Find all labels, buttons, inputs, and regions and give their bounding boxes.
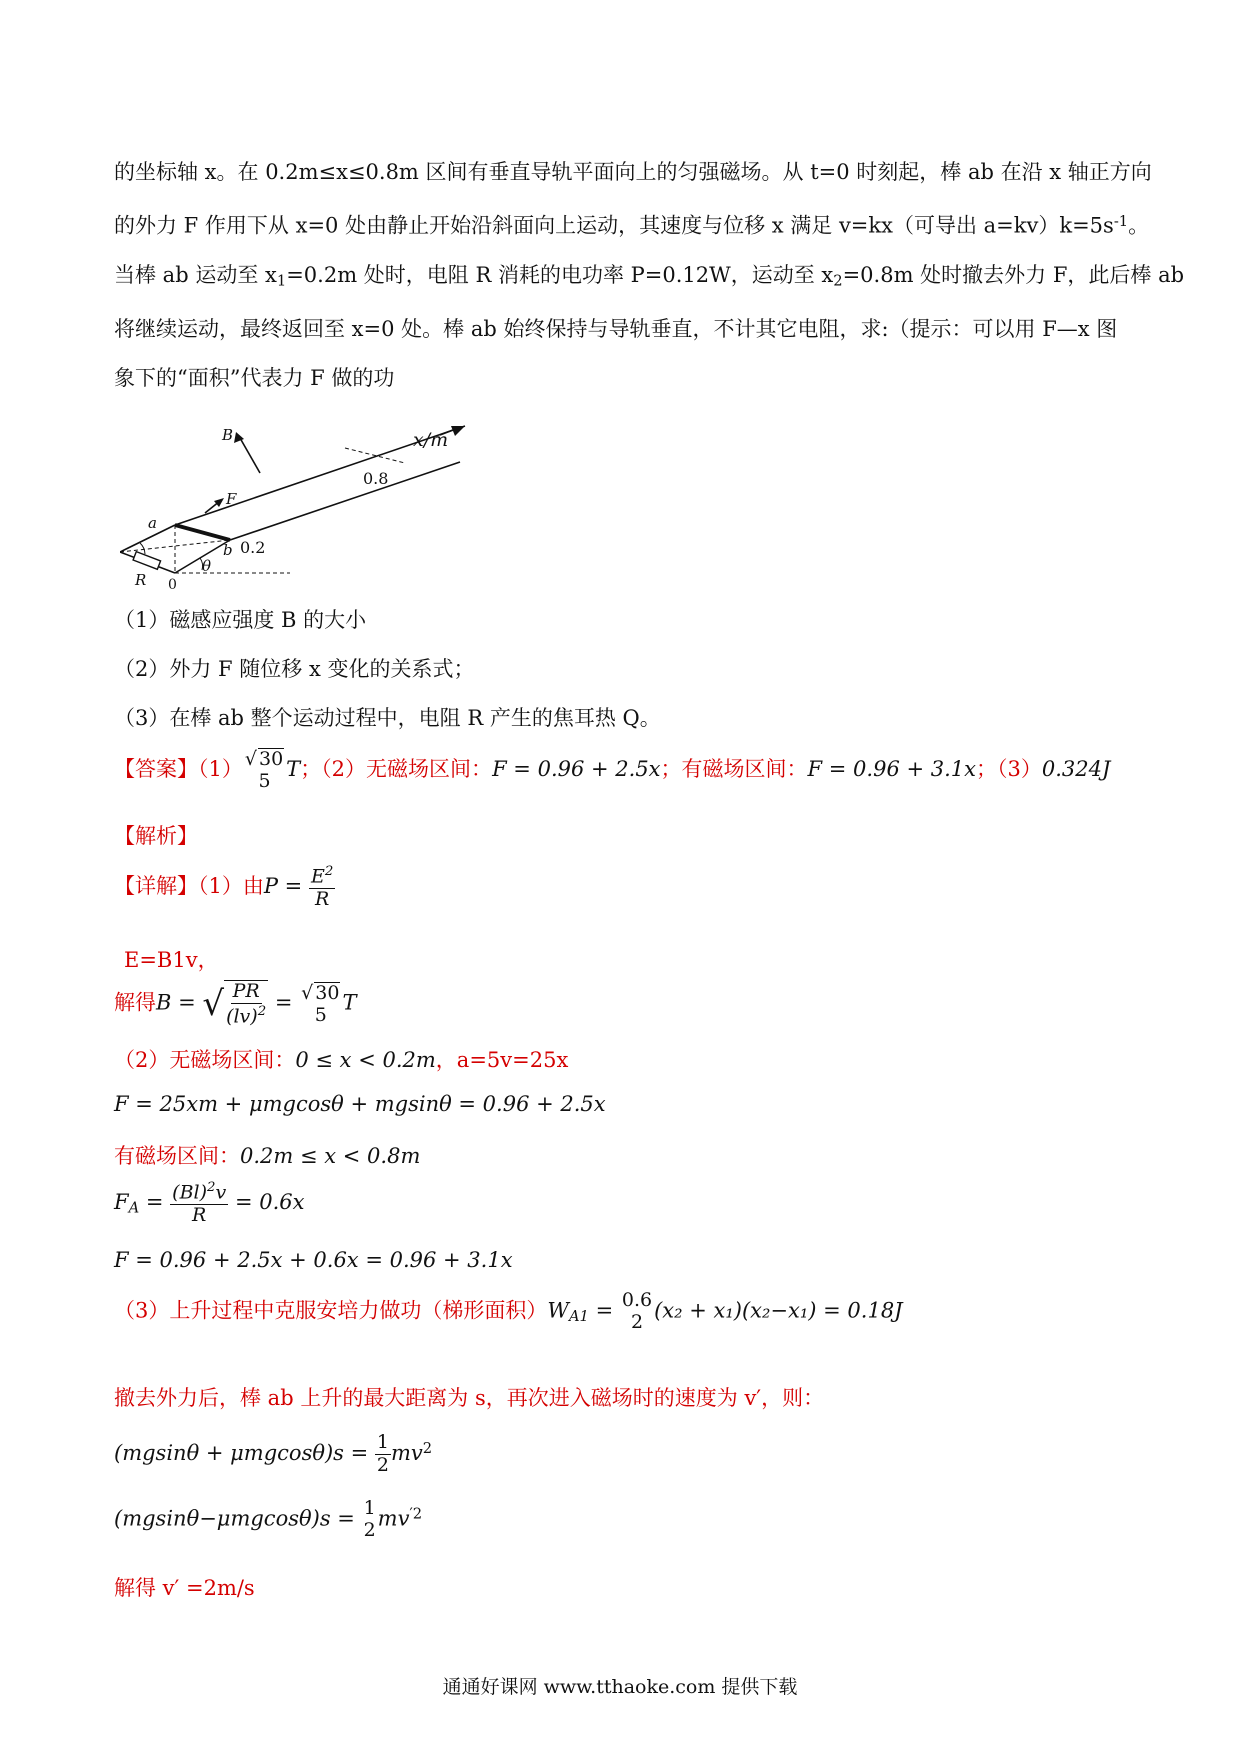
problem-line-3: 当棒 ab 运动至 x1=0.2m 处时，电阻 R 消耗的电功率 P=0.12W，运动至 x2=0.8m 处时撤去外力 F，此后棒 ab [114, 262, 1185, 290]
label-0: 0 [168, 577, 177, 593]
label-a: a [148, 514, 157, 532]
label-02: 0.2 [240, 538, 266, 557]
detail-sec3-work: （3）上升过程中克服安培力做功（梯形面积）WA1 = 0.6 2 (x₂ + x₁)(x₂−x₁) = 0.18J [114, 1289, 903, 1333]
detail-sec2-force: F = 25xm + μmgcosθ + mgsinθ = 0.96 + 2.5x [114, 1092, 606, 1116]
detail-solve-B: 解得B = √ $\frac{PR}{(lv)^2}$ = √ 30 5 T [114, 980, 357, 1028]
work-fraction: 0.6 2 [621, 1289, 653, 1333]
detail-total-force: F = 0.96 + 2.5x + 0.6x = 0.96 + 3.1x [114, 1248, 513, 1272]
b-field-vector [240, 438, 260, 473]
detail-sec2b-line: 有磁场区间：0.2m ≤ x < 0.8m [114, 1144, 421, 1168]
detail-emf: E=B1v， [124, 948, 219, 972]
label-B: B [222, 426, 234, 444]
answer-eq-no-field: F = 0.96 + 2.5x [492, 756, 661, 781]
question-1: （1）磁感应强度 B 的大小 [114, 608, 367, 632]
axis-arrow-head [451, 426, 465, 436]
rail-diagram-figure [120, 418, 540, 598]
detail-energy-eq-down: (mgsinθ−μmgcosθ)s = 1 2 $mv^{'2}$ [114, 1497, 423, 1541]
angle-arc-left [140, 543, 145, 554]
detail-ampere-force: FA = $\frac{(Bl)^2v}{R}$ = 0.6x [114, 1180, 305, 1227]
footer-source: 通通好课网 www.tthaoke.com 提供下载 [442, 1676, 798, 1698]
detail-sec3-text: 撤去外力后，棒 ab 上升的最大距离为 s，再次进入磁场时的速度为 v′，则： [114, 1386, 825, 1410]
ampere-fraction: $\frac{(Bl)^2v}{R}$ [172, 1180, 227, 1227]
label-R: R [135, 571, 147, 589]
question-2: （2）外力 F 随位移 x 变化的关系式； [114, 657, 475, 681]
force-arrow-head [214, 498, 224, 507]
problem-text [114, 148, 1185, 403]
detail-line-1: 【详解】（1）由P = $\frac{E^2}{R}$ [114, 864, 334, 911]
label-08: 0.8 [363, 469, 389, 488]
answer-eq-field: F = 0.96 + 3.1x [807, 756, 976, 781]
analysis-tag: 【解析】 [114, 824, 198, 848]
label-b: b [223, 541, 233, 559]
problem-line-4: 将继续运动，最终返回至 x=0 处。棒 ab 始终保持与导轨垂直，不计其它电阻，求:（提示：可以用 F—x 图 [114, 317, 1118, 342]
b-result-fraction: √ 30 5 [301, 981, 340, 1026]
answer-heat: 0.324J [1041, 756, 1111, 781]
rod-ab [175, 525, 230, 540]
detail-sec2-line: （2）无磁场区间：0 ≤ x < 0.2m，a=5v=25x [114, 1048, 569, 1072]
question-3: （3）在棒 ab 整个运动过程中，电阻 R 产生的焦耳热 Q。 [114, 706, 661, 730]
label-theta: θ [202, 557, 212, 575]
sqrt-expression: √ $\frac{PR}{(lv)^2}$ [202, 980, 267, 1028]
detail-solve-v: 解得 v′ =2m/s [114, 1576, 255, 1600]
problem-line-5: 象下的“面积”代表力 F 做的功 [114, 366, 395, 391]
detail-energy-eq-up: (mgsinθ + μmgcosθ)s = $\frac{1}{2}$ $mv^2$ [114, 1431, 433, 1476]
problem-line-1: 的坐标轴 x。在 0.2m≤x≤0.8m 区间有垂直导轨平面向上的匀强磁场。从 t=0 时刻起，棒 ab 在沿 x 轴正方向 [114, 160, 1152, 184]
resistor-R [133, 552, 160, 570]
answer-fraction: √ 30 5 [244, 748, 284, 792]
problem-line-2: 的外力 F 作用下从 x=0 处由静止开始沿斜面向上运动，其速度与位移 x 满足 v=kx（可导出 $a=kv)k=5s^{-1}$。 [114, 213, 1150, 238]
answer-line: 【答案】（1） √ 30 5 T；（2）无磁场区间：F = 0.96 + 2.5x；有磁场区间：F = 0.96 + 3.1x；（3）0.324J [114, 748, 1111, 792]
rail-bottom-line [230, 462, 460, 540]
label-axis: x/m [413, 429, 449, 451]
label-F: F [226, 490, 237, 508]
power-fraction: $\frac{E^2}{R}$ [310, 864, 334, 911]
answer-tag: 【答案】 [114, 756, 198, 781]
